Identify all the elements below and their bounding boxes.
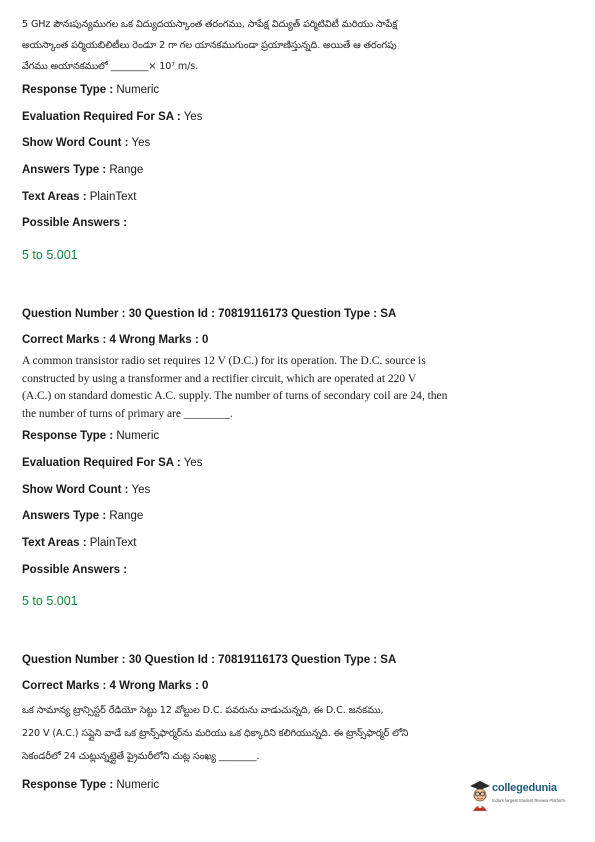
logo-brand-text: collegedunia bbox=[492, 782, 557, 794]
question-header: Question Number : 30 Question Id : 70819116173 Question Type : SA bbox=[22, 654, 397, 667]
possible-answers-label: Possible Answers : bbox=[22, 563, 128, 576]
question-line: the number of turns of primary are ________. bbox=[22, 407, 233, 420]
question-line: 220 V (A.C.) సప్లైని వాడే ఒక ట్రాన్స్‌ఫార్మర్‌ను మరియు ఒక ధిక్కారిని కలిగియున్నది. ఈ ట్రాన్స్‌ఫార్మర్ లోని bbox=[22, 728, 409, 740]
collegedunia-logo bbox=[468, 776, 578, 814]
logo-tagline: India's largest Student Review Platform bbox=[492, 798, 565, 803]
graduate-mascot-icon bbox=[468, 778, 492, 812]
response-type-row: Response Type : Numeric bbox=[22, 779, 160, 792]
word-count-row: Show Word Count : Yes bbox=[22, 137, 151, 150]
question-line: A common transistor radio set requires 12 V (D.C.) for its operation. The D.C. source is bbox=[22, 355, 426, 368]
document-page bbox=[22, 14, 577, 799]
word-count-row: Show Word Count : Yes bbox=[22, 483, 151, 496]
question-header: Question Number : 30 Question Id : 70819116173 Question Type : SA bbox=[22, 308, 397, 321]
question-line: వేగము అయానకములో ________× 10⁷ m/s. bbox=[22, 61, 199, 72]
question-line: అయస్కాంత పర్మియబిలిటీలు రెండూ 2 గా గల యానకముగుండా ప్రయాణిస్తున్నది. అయితే ఆ తరంగపు bbox=[22, 40, 397, 51]
question-line: 5 GHz పౌనఃపున్యముగల ఒక విద్యుదయస్కాంత తరంగము, సాపేక్ష విద్యుత్ పర్మిటివిటీ మరియు సాపేక్ష bbox=[22, 19, 398, 30]
answers-type-row: Answers Type : Range bbox=[22, 510, 144, 523]
question-block-1 bbox=[22, 14, 577, 269]
question-line: ఒక సామాన్య ట్రాన్సిస్టర్ రేడియో సెట్టు 12 వోల్టుల D.C. పవరును వాడుచున్నది, ఈ D.C. జనకము, bbox=[22, 705, 384, 717]
response-type-row: Response Type : Numeric bbox=[22, 84, 160, 96]
evaluation-row: Evaluation Required For SA : Yes bbox=[22, 110, 203, 123]
question-block-2 bbox=[22, 301, 577, 615]
question-text bbox=[22, 353, 577, 423]
response-type-row: Response Type : Numeric bbox=[22, 430, 160, 443]
marks-line: Correct Marks : 4 Wrong Marks : 0 bbox=[22, 334, 209, 347]
question-line: constructed by using a transformer and a rectifier circuit, which are operated at 220 V bbox=[22, 372, 417, 385]
marks-line: Correct Marks : 4 Wrong Marks : 0 bbox=[22, 680, 209, 693]
answer-value: 5 to 5.001 bbox=[22, 594, 78, 609]
possible-answers-label: Possible Answers : bbox=[22, 217, 128, 230]
question-line: సెకండరీలో 24 చుట్లున్నట్లైతే ప్రైమరీలోని చుట్ల సంఖ్య ________. bbox=[22, 751, 260, 763]
text-areas-row: Text Areas : PlainText bbox=[22, 536, 137, 549]
question-text bbox=[22, 14, 577, 77]
question-line: (A.C.) on standard domestic A.C. supply. The number of turns of secondary coil are 24, then bbox=[22, 390, 448, 403]
evaluation-row: Evaluation Required For SA : Yes bbox=[22, 456, 203, 469]
answer-value: 5 to 5.001 bbox=[22, 248, 78, 263]
question-text bbox=[22, 699, 577, 768]
text-areas-row: Text Areas : PlainText bbox=[22, 190, 137, 203]
answers-type-row: Answers Type : Range bbox=[22, 164, 144, 177]
